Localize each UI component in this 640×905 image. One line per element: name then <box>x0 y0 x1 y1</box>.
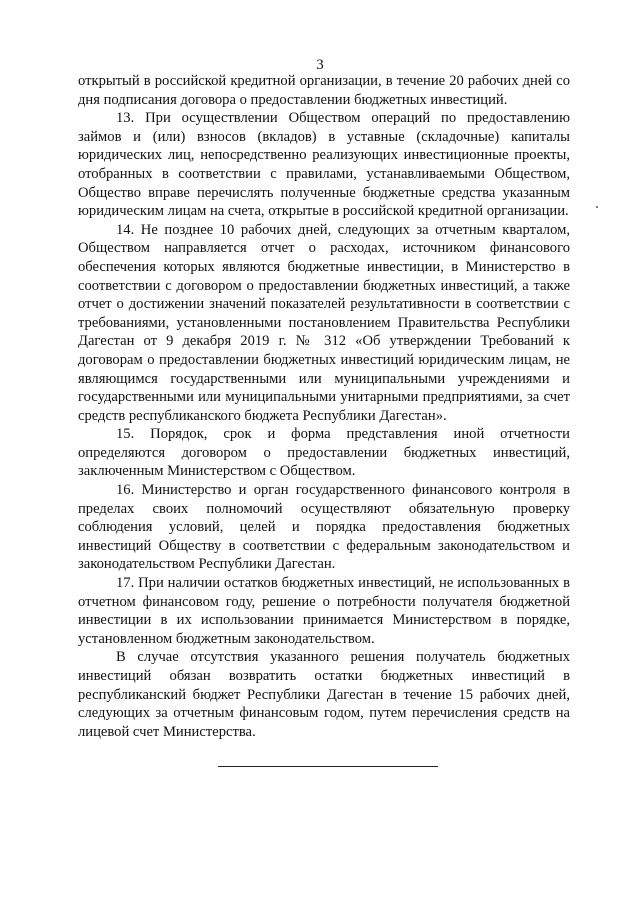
paragraph-17: 17. При наличии остатков бюджетных инвестиций, не использованных в отчетном финансовом году, решение о потребности получателя бюджетной инвестиции в их использовании принимается Министерством в порядке, установленном бюджетным законодательством. <box>78 575 570 647</box>
paragraph-15: 15. Порядок, срок и форма представления иной отчетности определяются договором о предоставлении бюджетных инвестиций, заключенным Министерством с Обществом. <box>78 426 570 480</box>
page-number: 3 <box>316 57 324 73</box>
scan-speck <box>596 206 598 208</box>
document-body <box>78 72 570 741</box>
paragraph-14: 14. Не позднее 10 рабочих дней, следующих за отчетным кварталом, Обществом направляется отчет о расходах, источником финансового обеспечения которых являются бюджетные инвестиции, в Министерство в соответствии с договором о предоставлении бюджетных инвестиций, а также отчет о достижении значений показателей результативности в соответствии с требованиями, установленными постановлением Правительства Республики Дагестан от 9 декабря 2019 г. № 312 «Об утверждении Требований к договорам о предоставлении бюджетных инвестиций юридическим лицам, не являющимся государственными или муниципальными учреждениями и государственными или муниципальными унитарными предприятиями, за счет средств республиканского бюджета Республики Дагестан». <box>78 221 570 424</box>
paragraph-16: 16. Министерство и орган государственного финансового контроля в пределах своих полномочий осуществляют обязательную проверку соблюдения условий, целей и порядка предоставления бюджетных инвестиций Обществу в соответствии с федеральным законодательством и законодательством Республики Дагестан. <box>78 482 570 573</box>
paragraph-return-of-funds: В случае отсутствия указанного решения получатель бюджетных инвестиций обязан возвратить остатки бюджетных инвестиций в республиканский бюджет Республики Дагестан в течение 15 рабочих дней, следующих за отчетным финансовым годом, путем перечисления средств на лицевой счет Министерства. <box>78 649 570 740</box>
closing-divider-line <box>218 766 438 767</box>
paragraph-13: 13. При осуществлении Обществом операций по предоставлению займов и (или) взносов (вкладов) в уставные (складочные) капиталы юридических лиц, непосредственно реализующих инвестиционные проекты, отобранных в соответствии с правилами, устанавливаемыми Обществом, Общество вправе перечислять полученные бюджетные средства указанным юридическим лицам на счета, открытые в российской кредитной организации. <box>78 110 570 220</box>
paragraph-continuation: открытый в российской кредитной организации, в течение 20 рабочих дней со дня подписания договора о предоставлении бюджетных инвестиций. <box>78 73 570 108</box>
